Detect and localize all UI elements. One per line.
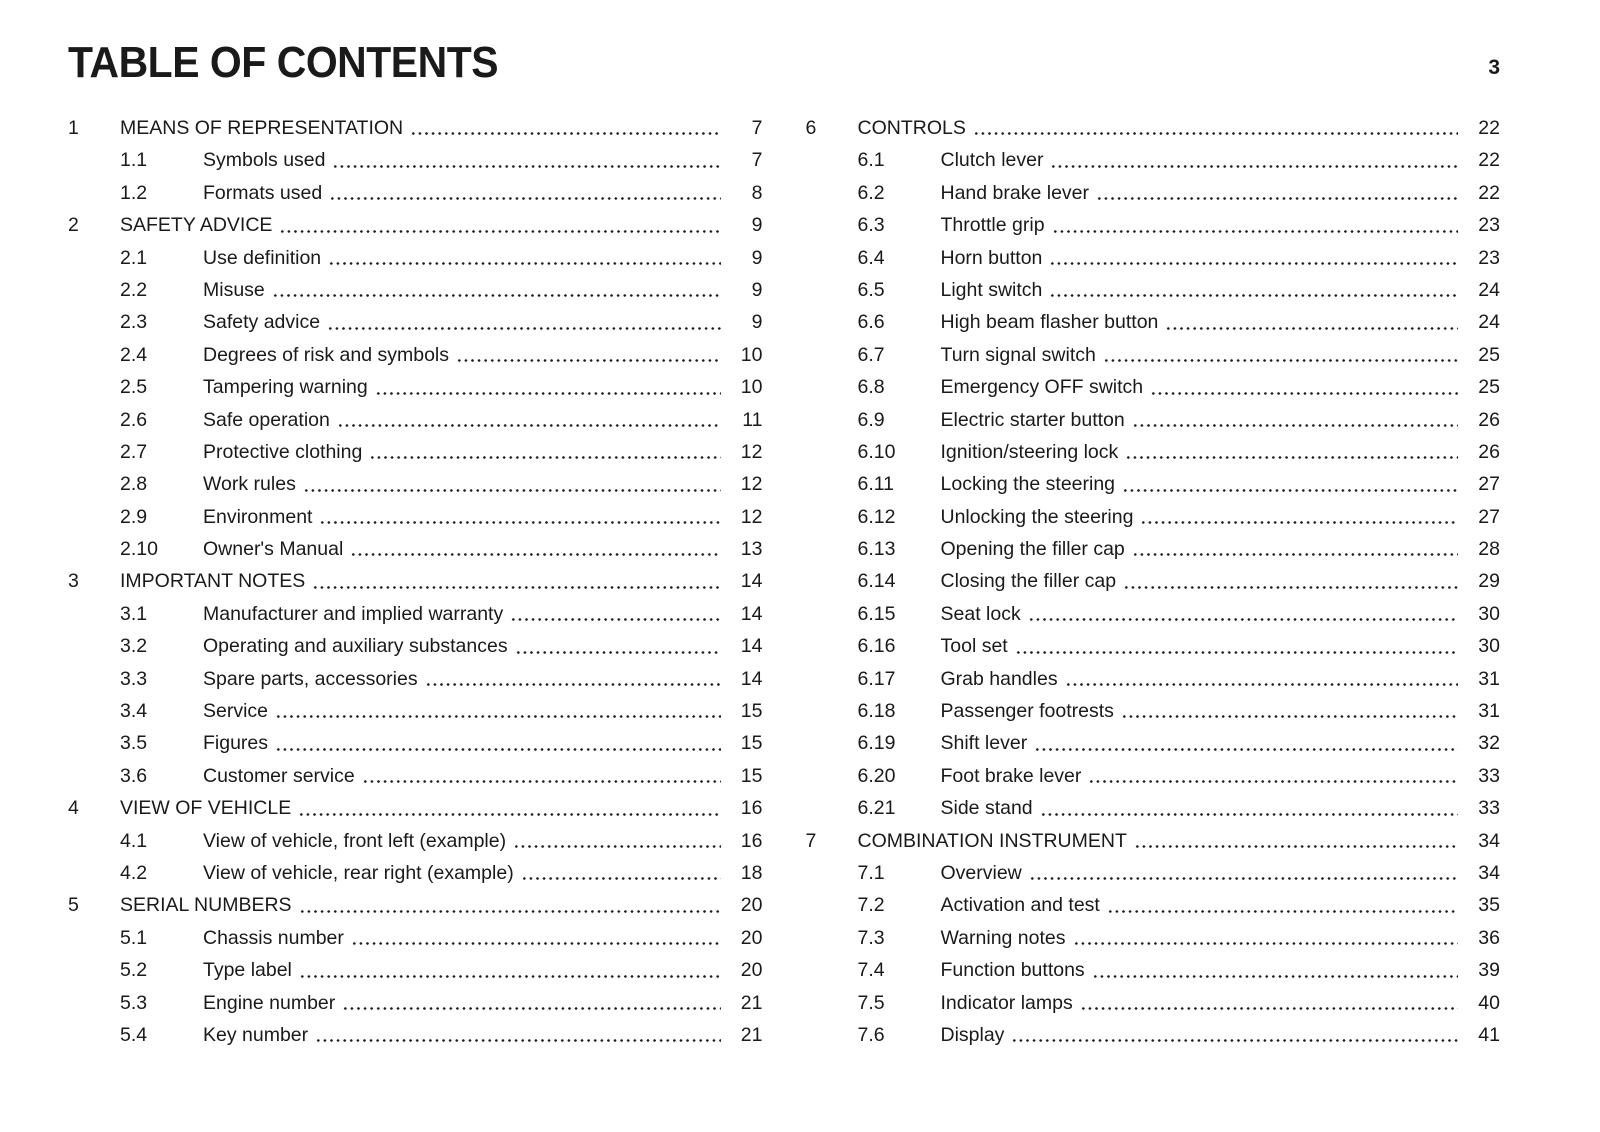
- toc-entry[interactable]: [68, 954, 763, 986]
- entry-page: 24: [1478, 311, 1500, 334]
- entry-number: 6.20: [857, 764, 896, 787]
- entry-number: 2.4: [120, 343, 148, 366]
- entry-page: 35: [1478, 894, 1500, 917]
- entry-number: 5: [68, 894, 79, 917]
- entry-page: 26: [1478, 440, 1500, 463]
- entry-title: Ignition/steering lock: [940, 440, 1119, 463]
- entry-page: 30: [1478, 602, 1500, 625]
- toc-entry[interactable]: [68, 177, 763, 209]
- dot-leader: [513, 825, 720, 848]
- entry-title: Side stand: [940, 797, 1033, 820]
- entry-page: 36: [1478, 926, 1500, 949]
- entry-page: 23: [1478, 246, 1500, 269]
- entry-number: 7.6: [857, 1023, 885, 1046]
- entry-page: 29: [1478, 570, 1500, 593]
- page-title: TABLE OF CONTENTS: [68, 38, 499, 87]
- toc-entry[interactable]: [806, 242, 1501, 274]
- entry-title: SAFETY ADVICE: [120, 214, 273, 237]
- entry-number: 2.7: [120, 440, 148, 463]
- entry-title: Manufacturer and implied warranty: [203, 602, 504, 625]
- entry-title: VIEW OF VEHICLE: [120, 797, 292, 820]
- entry-page: 32: [1478, 732, 1500, 755]
- dot-leader: [410, 112, 720, 135]
- entry-number: 7: [805, 829, 817, 852]
- dot-leader: [342, 987, 720, 1010]
- entry-number: 6.12: [857, 505, 896, 528]
- entry-page: 9: [751, 246, 763, 269]
- toc-entry[interactable]: [68, 274, 763, 306]
- toc-entry[interactable]: [806, 306, 1501, 338]
- entry-title: Closing the filler cap: [940, 570, 1117, 593]
- entry-page: 9: [751, 278, 763, 301]
- entry-page: 8: [751, 181, 763, 204]
- toc-entry[interactable]: [68, 371, 763, 403]
- entry-title: Throttle grip: [940, 214, 1045, 237]
- entry-page: 10: [740, 376, 763, 399]
- dot-leader: [1029, 857, 1458, 880]
- dot-leader: [510, 598, 720, 621]
- entry-number: 2.8: [120, 473, 148, 496]
- dot-leader: [1088, 760, 1458, 783]
- dot-leader: [1049, 274, 1458, 297]
- toc-entry[interactable]: [806, 1019, 1501, 1051]
- toc-entry[interactable]: [806, 598, 1501, 630]
- entry-page: 12: [740, 505, 763, 528]
- toc-entry[interactable]: [68, 565, 763, 597]
- entry-page: 15: [740, 764, 763, 787]
- entry-title: Owner's Manual: [203, 538, 344, 561]
- entry-number: 4: [68, 797, 79, 820]
- entry-number: 3.5: [120, 732, 148, 755]
- toc-entry[interactable]: [68, 468, 763, 500]
- toc-entry[interactable]: [806, 792, 1501, 824]
- dot-leader: [1034, 727, 1458, 750]
- dot-leader: [1121, 695, 1458, 718]
- entry-page: 14: [740, 635, 763, 658]
- dot-leader: [1107, 889, 1458, 912]
- entry-page: 27: [1478, 473, 1500, 496]
- entry-title: Work rules: [203, 473, 296, 496]
- entry-title: Degrees of risk and symbols: [203, 343, 450, 366]
- entry-page: 41: [1478, 1023, 1500, 1046]
- toc-entry[interactable]: [806, 760, 1501, 792]
- entry-title: Light switch: [940, 278, 1043, 301]
- entry-number: 3: [68, 570, 79, 593]
- entry-page: 9: [751, 311, 763, 334]
- toc-entry[interactable]: [806, 177, 1501, 209]
- entry-title: IMPORTANT NOTES: [120, 570, 306, 593]
- toc-entry[interactable]: [68, 404, 763, 436]
- toc-entry[interactable]: [68, 857, 763, 889]
- toc-entry[interactable]: [806, 404, 1501, 436]
- entry-number: 1: [68, 117, 79, 139]
- entry-number: 6.7: [857, 343, 885, 366]
- dot-leader: [1165, 306, 1458, 329]
- toc-entry[interactable]: [68, 825, 763, 857]
- dot-leader: [1011, 1019, 1458, 1042]
- entry-number: 6: [805, 117, 817, 139]
- entry-number: 2.1: [120, 246, 148, 269]
- entry-page: 31: [1478, 667, 1500, 690]
- entry-title: Warning notes: [940, 926, 1066, 949]
- entry-number: 1.1: [120, 149, 148, 172]
- entry-number: 5.3: [120, 991, 148, 1014]
- toc-entry[interactable]: [806, 663, 1501, 695]
- entry-title: Safe operation: [203, 408, 330, 431]
- entry-page: 24: [1478, 278, 1500, 301]
- entry-number: 6.9: [857, 408, 885, 431]
- toc-entry[interactable]: [68, 501, 763, 533]
- entry-title: SERIAL NUMBERS: [120, 894, 292, 917]
- entry-page: 14: [740, 570, 763, 593]
- toc-entry[interactable]: [806, 339, 1501, 371]
- entry-page: 21: [740, 1023, 763, 1046]
- toc-entry[interactable]: [68, 695, 763, 727]
- entry-title: Locking the steering: [940, 473, 1116, 496]
- entry-number: 2: [68, 214, 79, 237]
- toc-entry[interactable]: [68, 144, 763, 176]
- toc-entry[interactable]: [806, 727, 1501, 759]
- dot-leader: [275, 727, 720, 750]
- toc-entry[interactable]: [68, 209, 763, 241]
- entry-number: 6.21: [857, 797, 896, 820]
- dot-leader: [1040, 792, 1458, 815]
- toc-entry[interactable]: [806, 144, 1501, 176]
- dot-leader: [1015, 630, 1458, 653]
- toc-entry[interactable]: [806, 533, 1501, 565]
- dot-leader: [298, 792, 720, 815]
- entry-page: 23: [1478, 214, 1500, 237]
- toc-entry[interactable]: [68, 112, 763, 144]
- toc-column-left: [68, 112, 763, 1051]
- entry-title: Formats used: [203, 181, 323, 204]
- entry-title: Turn signal switch: [940, 343, 1096, 366]
- entry-page: 16: [740, 797, 763, 820]
- entry-page: 25: [1478, 343, 1500, 366]
- entry-number: 6.10: [857, 440, 896, 463]
- dot-leader: [1065, 663, 1458, 686]
- dot-leader: [456, 339, 720, 362]
- entry-page: 14: [740, 602, 763, 625]
- dot-leader: [299, 889, 721, 912]
- dot-leader: [351, 922, 721, 945]
- dot-leader: [1028, 598, 1458, 621]
- entry-title: Key number: [203, 1023, 309, 1046]
- dot-leader: [515, 630, 721, 653]
- dot-leader: [362, 760, 721, 783]
- dot-leader: [425, 663, 721, 686]
- entry-page: 15: [740, 700, 763, 723]
- entry-number: 7.2: [857, 894, 885, 917]
- entry-title: Environment: [203, 505, 313, 528]
- dot-leader: [1052, 209, 1458, 232]
- entry-page: 34: [1478, 829, 1500, 852]
- toc-entry[interactable]: [806, 501, 1501, 533]
- toc-entry[interactable]: [806, 630, 1501, 662]
- page-header: [0, 0, 1600, 88]
- entry-number: 7.3: [857, 926, 885, 949]
- entry-page: 16: [740, 829, 763, 852]
- toc-entry[interactable]: [68, 760, 763, 792]
- entry-title: COMBINATION INSTRUMENT: [857, 829, 1127, 852]
- dot-leader: [369, 436, 720, 459]
- entry-page: 33: [1478, 764, 1500, 787]
- dot-leader: [275, 695, 720, 718]
- toc-entry[interactable]: [68, 987, 763, 1019]
- entry-number: 6.14: [857, 570, 896, 593]
- toc-entry[interactable]: [68, 306, 763, 338]
- dot-leader: [1049, 242, 1458, 265]
- toc-entry[interactable]: [806, 468, 1501, 500]
- entry-number: 3.6: [120, 764, 148, 787]
- entry-number: 6.13: [857, 538, 896, 561]
- dot-leader: [299, 954, 721, 977]
- entry-title: Function buttons: [940, 959, 1085, 982]
- toc-entry[interactable]: [68, 436, 763, 468]
- entry-number: 7.4: [857, 959, 885, 982]
- entry-page: 15: [740, 732, 763, 755]
- dot-leader: [312, 565, 720, 588]
- entry-page: 12: [740, 440, 763, 463]
- entry-number: 6.1: [857, 149, 885, 172]
- toc-entry[interactable]: [68, 339, 763, 371]
- entry-title: Horn button: [940, 246, 1043, 269]
- toc-entry[interactable]: [68, 533, 763, 565]
- dot-leader: [327, 306, 720, 329]
- entry-number: 6.16: [857, 635, 896, 658]
- dot-leader: [1132, 533, 1458, 556]
- dot-leader: [272, 274, 721, 297]
- entry-number: 3.3: [120, 667, 148, 690]
- entry-number: 4.2: [120, 861, 148, 884]
- entry-number: 2.3: [120, 311, 148, 334]
- dot-leader: [973, 112, 1458, 135]
- entry-number: 6.4: [857, 246, 885, 269]
- entry-title: Chassis number: [203, 926, 344, 949]
- entry-title: Customer service: [203, 764, 355, 787]
- entry-page: 20: [740, 926, 763, 949]
- entry-number: 5.2: [120, 959, 148, 982]
- page-number: 3: [1488, 56, 1500, 79]
- entry-page: 31: [1478, 700, 1500, 723]
- entry-number: 4.1: [120, 829, 148, 852]
- dot-leader: [375, 371, 721, 394]
- entry-number: 6.3: [857, 214, 885, 237]
- entry-number: 2.9: [120, 505, 148, 528]
- entry-title: CONTROLS: [857, 117, 966, 139]
- entry-title: View of vehicle, rear right (example): [203, 861, 514, 884]
- entry-page: 40: [1478, 991, 1500, 1014]
- dot-leader: [1150, 371, 1458, 394]
- entry-page: 11: [742, 408, 763, 431]
- dot-leader: [315, 1019, 720, 1042]
- entry-number: 1.2: [120, 181, 148, 204]
- toc-entry[interactable]: [68, 889, 763, 921]
- entry-number: 7.1: [857, 861, 885, 884]
- entry-number: 6.5: [857, 278, 885, 301]
- entry-title: Protective clothing: [203, 440, 363, 463]
- entry-page: 7: [751, 117, 763, 139]
- entry-title: Display: [940, 1023, 1005, 1046]
- toc-entry[interactable]: [68, 727, 763, 759]
- dot-leader: [328, 242, 720, 265]
- dot-leader: [1096, 177, 1458, 200]
- entry-title: Emergency OFF switch: [940, 376, 1144, 399]
- entry-number: 7.5: [857, 991, 885, 1014]
- entry-page: 20: [740, 894, 763, 917]
- toc-entry[interactable]: [806, 954, 1501, 986]
- entry-number: 3.2: [120, 635, 148, 658]
- toc-entry[interactable]: [68, 630, 763, 662]
- entry-title: Figures: [203, 732, 269, 755]
- entry-page: 9: [751, 214, 763, 237]
- dot-leader: [332, 144, 720, 167]
- entry-page: 7: [751, 149, 763, 172]
- dot-leader: [319, 501, 720, 524]
- entry-page: 26: [1478, 408, 1500, 431]
- entry-page: 13: [740, 538, 763, 561]
- toc-entry[interactable]: [806, 695, 1501, 727]
- entry-number: 3.1: [120, 602, 148, 625]
- entry-title: Tool set: [940, 635, 1008, 658]
- toc-entry[interactable]: [806, 825, 1501, 857]
- entry-title: Indicator lamps: [940, 991, 1073, 1014]
- entry-title: Overview: [940, 861, 1022, 884]
- entry-page: 21: [740, 991, 763, 1014]
- toc-entry[interactable]: [806, 987, 1501, 1019]
- entry-title: View of vehicle, front left (example): [203, 829, 507, 852]
- entry-number: 2.10: [120, 538, 158, 561]
- entry-title: Activation and test: [940, 894, 1100, 917]
- entry-title: Type label: [203, 959, 292, 982]
- entry-page: 25: [1478, 376, 1500, 399]
- toc-entry[interactable]: [68, 663, 763, 695]
- toc-entry[interactable]: [68, 598, 763, 630]
- dot-leader: [1132, 404, 1458, 427]
- entry-title: MEANS OF REPRESENTATION: [120, 117, 404, 139]
- entry-title: Engine number: [203, 991, 336, 1014]
- toc-entry[interactable]: [68, 792, 763, 824]
- toc-entry[interactable]: [806, 857, 1501, 889]
- toc-entry[interactable]: [68, 1019, 763, 1051]
- dot-leader: [279, 209, 720, 232]
- entry-title: Misuse: [203, 278, 265, 301]
- entry-number: 6.11: [857, 473, 895, 496]
- entry-page: 34: [1478, 861, 1500, 884]
- entry-title: Shift lever: [940, 732, 1028, 755]
- entry-number: 2.2: [120, 278, 148, 301]
- toc-entry[interactable]: [68, 242, 763, 274]
- dot-leader: [1103, 339, 1458, 362]
- entry-number: 2.6: [120, 408, 148, 431]
- entry-page: 27: [1478, 505, 1500, 528]
- toc-entry[interactable]: [806, 112, 1501, 144]
- entry-number: 6.8: [857, 376, 885, 399]
- entry-page: 18: [740, 861, 763, 884]
- entry-page: 33: [1478, 797, 1500, 820]
- dot-leader: [1140, 501, 1458, 524]
- dot-leader: [303, 468, 721, 491]
- entry-number: 6.6: [857, 311, 885, 334]
- entry-title: Electric starter button: [940, 408, 1125, 431]
- entry-title: Service: [203, 700, 269, 723]
- entry-title: Grab handles: [940, 667, 1058, 690]
- dot-leader: [1134, 825, 1458, 848]
- entry-page: 22: [1478, 149, 1500, 172]
- entry-number: 6.2: [857, 181, 885, 204]
- entry-page: 28: [1478, 538, 1500, 561]
- entry-page: 14: [740, 667, 763, 690]
- dot-leader: [1125, 436, 1458, 459]
- entry-page: 30: [1478, 635, 1500, 658]
- entry-title: Safety advice: [203, 311, 321, 334]
- toc-entry[interactable]: [806, 436, 1501, 468]
- dot-leader: [1050, 144, 1458, 167]
- entry-title: Unlocking the steering: [940, 505, 1134, 528]
- entry-number: 6.17: [857, 667, 896, 690]
- dot-leader: [329, 177, 720, 200]
- entry-page: 22: [1478, 117, 1500, 139]
- toc-column-right: [806, 112, 1501, 1051]
- toc-entry[interactable]: [806, 371, 1501, 403]
- toc-entry[interactable]: [806, 274, 1501, 306]
- entry-title: Symbols used: [203, 149, 326, 172]
- entry-title: Clutch lever: [940, 149, 1044, 172]
- entry-page: 39: [1478, 959, 1500, 982]
- dot-leader: [521, 857, 721, 880]
- dot-leader: [337, 404, 721, 427]
- entry-title: Use definition: [203, 246, 322, 269]
- entry-number: 5.1: [120, 926, 148, 949]
- entry-page: 20: [740, 959, 763, 982]
- entry-number: 6.18: [857, 700, 896, 723]
- dot-leader: [350, 533, 720, 556]
- entry-title: High beam flasher button: [940, 311, 1159, 334]
- entry-title: Operating and auxiliary substances: [203, 635, 508, 658]
- entry-page: 12: [740, 473, 763, 496]
- entry-title: Tampering warning: [203, 376, 368, 399]
- entry-number: 6.15: [857, 602, 896, 625]
- entry-number: 2.5: [120, 376, 148, 399]
- entry-number: 5.4: [120, 1023, 148, 1046]
- toc-entry[interactable]: [68, 922, 763, 954]
- entry-title: Seat lock: [940, 602, 1021, 625]
- entry-title: Hand brake lever: [940, 181, 1089, 204]
- toc-entry[interactable]: [806, 565, 1501, 597]
- dot-leader: [1092, 954, 1458, 977]
- dot-leader: [1122, 468, 1458, 491]
- toc-entry[interactable]: [806, 209, 1501, 241]
- dot-leader: [1073, 922, 1458, 945]
- entry-number: 3.4: [120, 700, 148, 723]
- dot-leader: [1123, 565, 1458, 588]
- entry-title: Spare parts, accessories: [203, 667, 418, 690]
- dot-leader: [1080, 987, 1458, 1010]
- entry-title: Passenger footrests: [940, 700, 1114, 723]
- entry-title: Opening the filler cap: [940, 538, 1125, 561]
- entry-page: 10: [740, 343, 763, 366]
- toc-columns: [0, 88, 1600, 1051]
- entry-number: 6.19: [857, 732, 896, 755]
- entry-page: 22: [1478, 181, 1500, 204]
- toc-entry[interactable]: [806, 922, 1501, 954]
- entry-title: Foot brake lever: [940, 764, 1082, 787]
- toc-entry[interactable]: [806, 889, 1501, 921]
